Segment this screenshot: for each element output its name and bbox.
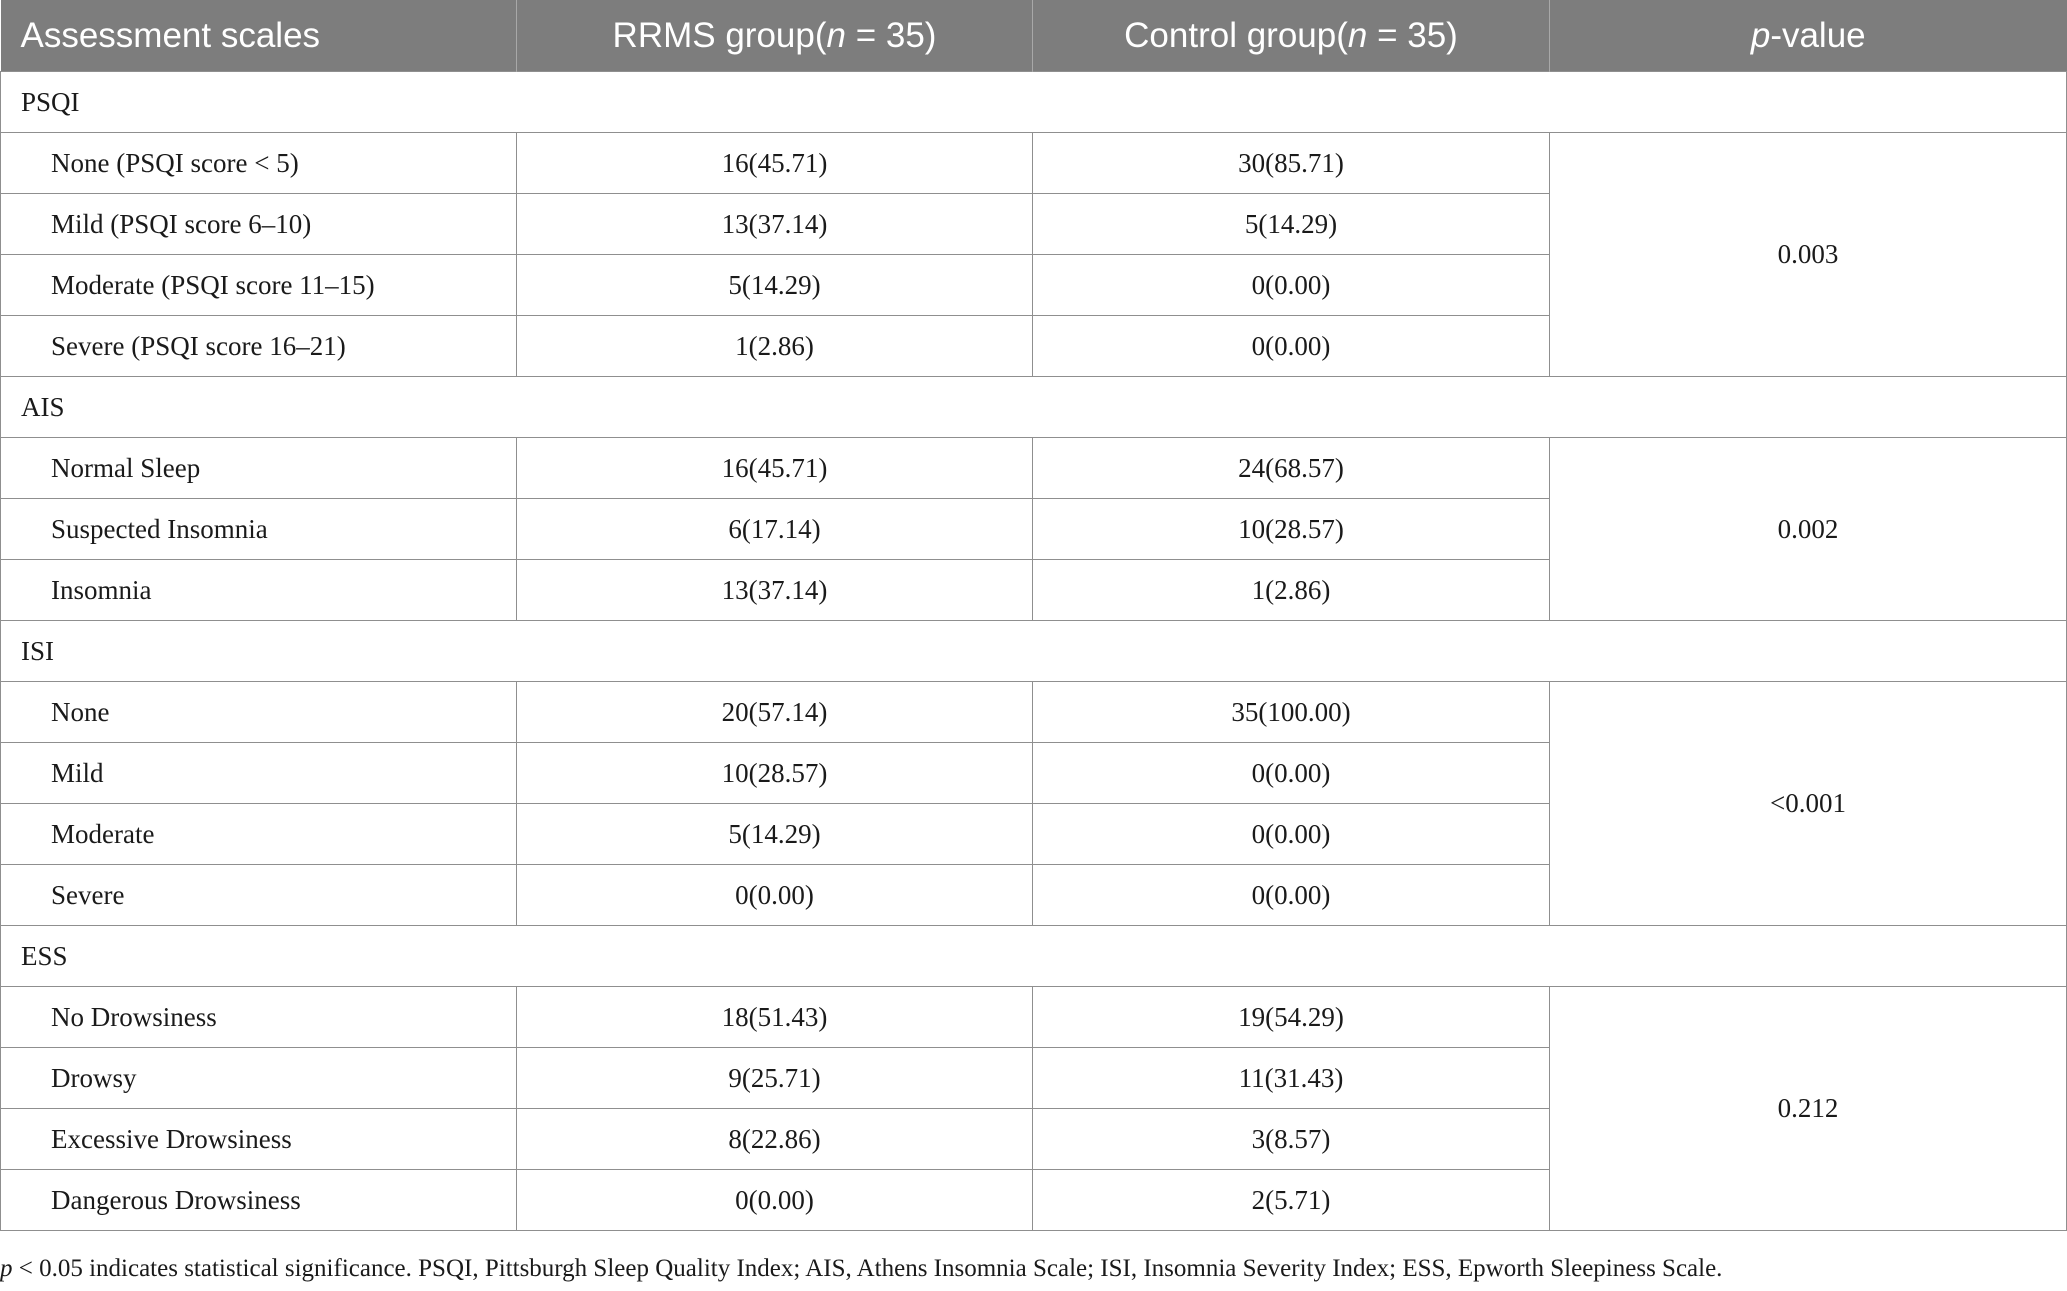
rrms-value: 5(14.29): [517, 255, 1033, 316]
section-row-isi: [1, 621, 2067, 682]
row-label: Suspected Insomnia: [1, 499, 517, 560]
control-value: 2(5.71): [1033, 1170, 1550, 1231]
section-title: ESS: [1, 926, 2067, 987]
row-label: Insomnia: [1, 560, 517, 621]
rrms-value: 10(28.57): [517, 743, 1033, 804]
table-row: [1, 987, 2067, 1048]
control-value: 11(31.43): [1033, 1048, 1550, 1109]
rrms-value: 16(45.71): [517, 438, 1033, 499]
control-value: 1(2.86): [1033, 560, 1550, 621]
header-control-group: [1033, 0, 1550, 72]
footnote-text: < 0.05 indicates statistical significance. PSQI, Pittsburgh Sleep Quality Index; AIS, Athens Insomnia Scale; ISI, Insomnia Severity Index; ESS, Epworth Sleepiness Scale.: [12, 1255, 1723, 1282]
row-label: None (PSQI score < 5): [1, 133, 517, 194]
header-label: Assessment scales: [20, 15, 321, 55]
header-p-value: [1550, 0, 2067, 72]
row-label: Moderate: [1, 804, 517, 865]
rrms-value: 9(25.71): [517, 1048, 1033, 1109]
row-label: None: [1, 682, 517, 743]
row-label: No Drowsiness: [1, 987, 517, 1048]
rrms-value: 6(17.14): [517, 499, 1033, 560]
table-footnote: [0, 1255, 1722, 1283]
row-label: Severe (PSQI score 16–21): [1, 316, 517, 377]
row-label: Mild (PSQI score 6–10): [1, 194, 517, 255]
header-rrms-group: [517, 0, 1033, 72]
header-assessment-scales: [1, 0, 517, 72]
header-label: Control group(: [1124, 15, 1348, 55]
control-value: 0(0.00): [1033, 255, 1550, 316]
table-row: [1, 438, 2067, 499]
section-title: AIS: [1, 377, 2067, 438]
control-value: 19(54.29): [1033, 987, 1550, 1048]
control-value: 5(14.29): [1033, 194, 1550, 255]
header-label: = 35): [1367, 15, 1458, 55]
control-value: 0(0.00): [1033, 316, 1550, 377]
row-label: Excessive Drowsiness: [1, 1109, 517, 1170]
section-row-ess: [1, 926, 2067, 987]
rrms-value: 13(37.14): [517, 560, 1033, 621]
rrms-value: 5(14.29): [517, 804, 1033, 865]
row-label: Dangerous Drowsiness: [1, 1170, 517, 1231]
row-label: Drowsy: [1, 1048, 517, 1109]
section-row-ais: [1, 377, 2067, 438]
p-value-cell: 0.003: [1550, 133, 2067, 377]
rrms-value: 8(22.86): [517, 1109, 1033, 1170]
row-label: Moderate (PSQI score 11–15): [1, 255, 517, 316]
rrms-value: 20(57.14): [517, 682, 1033, 743]
row-label: Mild: [1, 743, 517, 804]
control-value: 0(0.00): [1033, 804, 1550, 865]
rrms-value: 0(0.00): [517, 865, 1033, 926]
section-title: ISI: [1, 621, 2067, 682]
header-n: n: [1347, 15, 1368, 55]
header-label: RRMS group(: [612, 15, 827, 55]
header-n: n: [826, 15, 846, 55]
table-row: [1, 682, 2067, 743]
control-value: 3(8.57): [1033, 1109, 1550, 1170]
header-label: = 35): [845, 15, 937, 55]
control-value: 10(28.57): [1033, 499, 1550, 560]
p-value-cell: 0.212: [1550, 987, 2067, 1231]
rrms-value: 13(37.14): [517, 194, 1033, 255]
control-value: 0(0.00): [1033, 743, 1550, 804]
header-label: -value: [1770, 15, 1866, 55]
p-value-cell: <0.001: [1550, 682, 2067, 926]
section-title: PSQI: [1, 72, 2067, 133]
rrms-value: 16(45.71): [517, 133, 1033, 194]
header-row: [1, 0, 2067, 72]
control-value: 24(68.57): [1033, 438, 1550, 499]
rrms-value: 1(2.86): [517, 316, 1033, 377]
row-label: Normal Sleep: [1, 438, 517, 499]
table-row: [1, 133, 2067, 194]
control-value: 35(100.00): [1033, 682, 1550, 743]
section-row-psqi: [1, 72, 2067, 133]
control-value: 0(0.00): [1033, 865, 1550, 926]
p-value-cell: 0.002: [1550, 438, 2067, 621]
rrms-value: 18(51.43): [517, 987, 1033, 1048]
row-label: Severe: [1, 865, 517, 926]
header-p: p: [1750, 15, 1771, 55]
control-value: 30(85.71): [1033, 133, 1550, 194]
footnote-p: p: [0, 1255, 13, 1282]
rrms-value: 0(0.00): [517, 1170, 1033, 1231]
